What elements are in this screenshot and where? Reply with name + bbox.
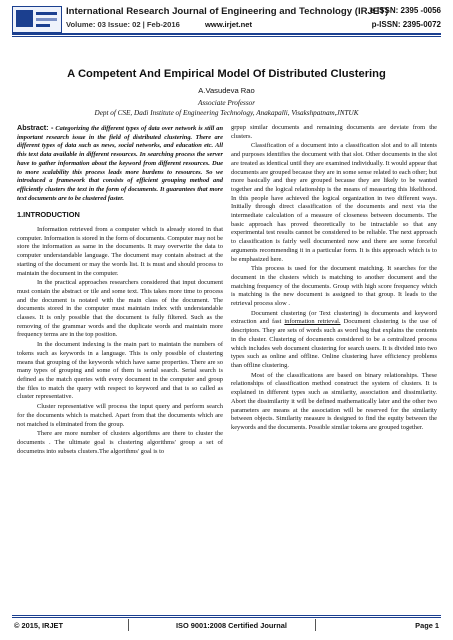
header-rule-thin <box>12 36 441 37</box>
journal-title: International Research Journal of Engineering and Technology (IRJET) <box>66 6 389 17</box>
paragraph: Cluster representative will process the input query and perform search for the documents which is matched. Apart from that the documents which are not matched is eliminated from the group. <box>17 403 223 428</box>
section-heading-introduction: 1.INTRODUCTION <box>17 210 80 220</box>
paragraph: This process is used for the document matching. It searches for the document in the clusters which is matching to another document and the matching frequency of the documents. Group with high score frequency which is matching is the new document is assigned to that group. It leads to the retrieval process slow . <box>231 265 437 308</box>
abstract-label: Abstract: - <box>17 123 54 132</box>
abstract-text: Categorizing the different types of data over network is still an important research issue in the field of distributed clustering. There are different types of data such as news, social networks, and education etc. All this text data available in different resources. In searching process the server have to gather information about the keyword from different resources. Due to more scalability this process leads more burdens to resources. So we introduced a framework that consists of efficient grouping method and efficiently clusters the text in the form of documents. It guarantees that more text documents are to be clustered faster. <box>17 125 223 202</box>
e-issn: e-ISSN: 2395 -0056 <box>369 6 441 15</box>
footer-rule-thin <box>12 617 441 618</box>
footer-certification: ISO 9001:2008 Certified Journal <box>176 621 287 630</box>
footer-separator <box>128 619 129 631</box>
author-role: Associate Professor <box>197 99 256 107</box>
paragraph <box>231 310 437 371</box>
journal-website: www.irjet.net <box>205 20 252 29</box>
paragraph: grpup similar documents and remaining documents are deviate from the clusters. <box>231 124 437 140</box>
paragraph: In the practical approaches researchers considered that input document must contain the abstract or tile and some text. This takes more time to process and the document is notated with the main class of the document. The documents stored in the computer must maintain index with understandable classes. It is only possible that the document is fully filtered. Such as the removing of the grammar words and the duplicate words and maintain more frequency terms are in the top position. <box>17 279 223 339</box>
paragraph: Classification of a document into a classification slot and to all intents and purposes identifies the document with that slot. Other documents in the slot are treated as identical until they are examined individually. It would appear that documents are grouped because they are in some sense related to each other; but more basically and they are grouped because they are likely to be wanted together and the logical relationship is the means of measuring this likelihood. In this people have achieved the logical organization in two different ways. Initially through direct classification of the documents and next via the intermediate calculation of a measure of closeness between documents. The basic approach has proved theoretically to be intractable so that any experimental test results cannot be considered to be reliable. The next approach to classification is fairly well documented now and there are some forceful arguments recommending it in a particular form. It is this approach which is to be emphasized here. <box>231 142 437 263</box>
paragraph: Information retrieved from a computer which is already stored in that computer. Information is stored in the form of documents. Computer may not be store the information as same in the documents. It may overwrite the data to computer understandable language. The document may contain abstract at the starting of the document or may the words list. It is must and should process to maintain the document in the computer. <box>17 226 223 277</box>
journal-header <box>0 0 453 40</box>
header-rule <box>12 33 441 35</box>
paragraph-text: Document clustering (or Text clustering) is documents and keyword extraction and fast <box>231 309 437 326</box>
p-issn: p-ISSN: 2395-0072 <box>371 20 441 29</box>
paragraph: Most of the classifications are based on binary relationships. These relationships of classification method construct the system of clusters. It is explained in different types such as similarity, association and dissimilarity. Abort the dissimilarity it will be defined mathematically later and the other two parameters are means at the association will be reserved for the similarity between objects. Similarity measure is designed to find the equity between the keywords and the documents. Possible similar tokens are grouped together. <box>231 371 437 431</box>
volume-issue: Volume: 03 Issue: 02 | Feb-2016 <box>66 20 180 29</box>
author-affiliation: Dept of CSE, Dadi Institute of Engineering Technology, Anakapalli, Visakshpatnam,JNTUK <box>94 109 359 117</box>
footer-rule <box>12 615 441 616</box>
footer-copyright: © 2015, IRJET <box>14 621 63 630</box>
abstract <box>17 124 223 203</box>
author-name: A.Vasudeva Rao <box>198 86 255 95</box>
paper-title: A Competent And Empirical Model Of Distributed Clustering <box>67 68 386 80</box>
underlined-term: information retrieval. <box>284 318 341 326</box>
paragraph: There are more number of clusters algorithms are there to cluster the documents . The ultimate goal is clustering algorithms' group a set of documetns into subsets clusters.The algorithms' goal is to <box>17 430 223 455</box>
paragraph-text: Document clustering is the use of descriptors. They are sets of words such as word bag that explains the contents in the cluster. Clustering of documents considered to be a centralized process which includes web document clustering for search users. It is divided into two types such as online and offline. Online clustering have efficiency problems than offline clustering. <box>231 318 437 369</box>
right-column <box>231 124 437 434</box>
footer-separator <box>315 619 316 631</box>
paragraph: In the document indexing is the main part to maintain the numbers of tokens such as keywords in a language. This is only possible of clustering means that grouping of the keywords which have same properties. There are so many types of grouping and some of them is serial search. Serial search is defined as the match queries with every document in the computer and group the files to match the query with respect to keyword and that is so called as cluster representative. <box>17 341 223 401</box>
footer-page-number: Page 1 <box>415 621 439 630</box>
irjet-logo <box>12 6 62 33</box>
left-column <box>17 124 223 457</box>
